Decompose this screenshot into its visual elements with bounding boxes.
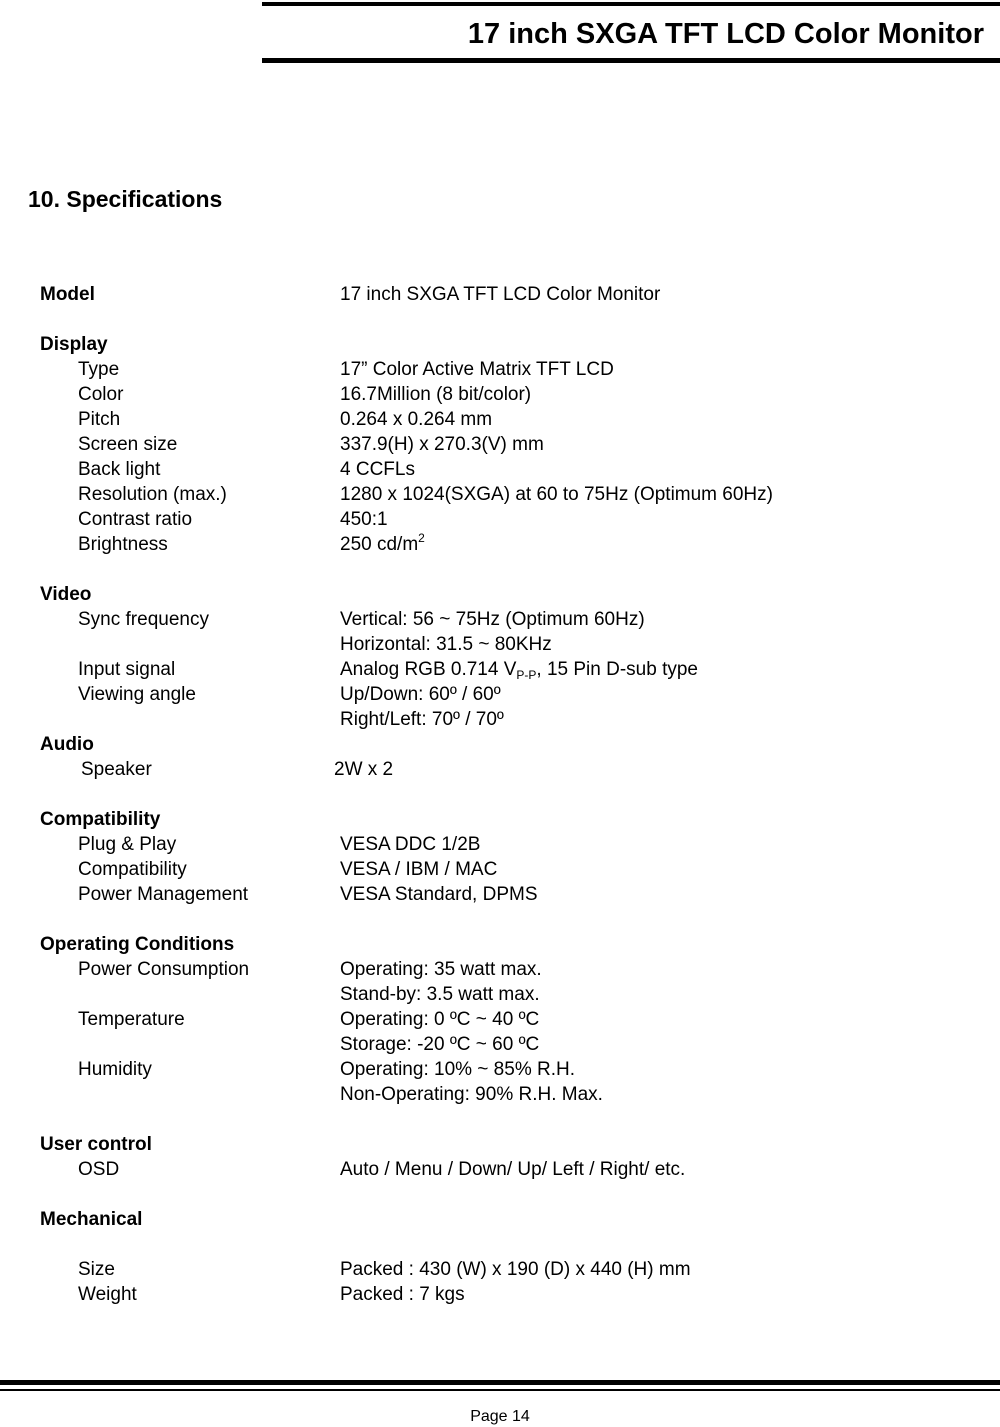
header-rule-top <box>262 2 1000 6</box>
display-contrast-label: Contrast ratio <box>78 509 193 530</box>
video-input-label: Input signal <box>78 659 176 680</box>
display-resolution-label: Resolution (max.) <box>78 484 227 505</box>
user-control-osd-value: Auto / Menu / Down/ Up/ Left / Right/ etc. <box>340 1159 686 1180</box>
mechanical-weight-label: Weight <box>78 1284 137 1305</box>
mechanical-size-value: Packed : 430 (W) x 190 (D) x 440 (H) mm <box>340 1259 691 1280</box>
footer-rule-thick <box>0 1380 1000 1385</box>
video-sync-horizontal: Horizontal: 31.5 ~ 80KHz <box>340 634 552 655</box>
mechanical-size-label: Size <box>78 1259 115 1280</box>
document-title: 17 inch SXGA TFT LCD Color Monitor <box>467 18 984 50</box>
operating-temperature-value1: Operating: 0 ºC ~ 40 ºC <box>340 1009 540 1030</box>
compat-plug-value: VESA DDC 1/2B <box>340 834 481 855</box>
mechanical-heading: Mechanical <box>40 1209 143 1230</box>
input-post: , 15 Pin D-sub type <box>536 659 698 680</box>
operating-power-label: Power Consumption <box>78 959 250 980</box>
user-control-heading: User control <box>40 1134 152 1155</box>
brightness-superscript: 2 <box>418 531 425 545</box>
display-brightness-value <box>340 531 425 555</box>
audio-speaker-value: 2W x 2 <box>334 759 394 780</box>
video-viewing-rightleft: Right/Left: 70º / 70º <box>340 709 504 730</box>
video-input-value <box>340 659 698 682</box>
input-pre: Analog RGB 0.714 V <box>340 659 517 680</box>
page-number: Page 14 <box>470 1408 530 1425</box>
display-color-value: 16.7Million (8 bit/color) <box>340 384 532 405</box>
display-screen-size-label: Screen size <box>78 434 178 455</box>
compat-power-mgmt-value: VESA Standard, DPMS <box>340 884 538 905</box>
brightness-number: 250 cd/m <box>340 534 419 555</box>
video-heading: Video <box>40 584 92 605</box>
video-sync-label: Sync frequency <box>78 609 209 630</box>
audio-speaker-label: Speaker <box>81 759 152 780</box>
audio-heading: Audio <box>40 734 94 755</box>
display-type-label: Type <box>78 359 120 380</box>
mechanical-weight-value: Packed : 7 kgs <box>340 1284 465 1305</box>
display-brightness-label: Brightness <box>78 534 168 555</box>
operating-humidity-label: Humidity <box>78 1059 152 1080</box>
display-back-light-value: 4 CCFLs <box>340 459 415 480</box>
operating-temperature-label: Temperature <box>78 1009 185 1030</box>
video-viewing-label: Viewing angle <box>78 684 196 705</box>
section-heading: 10. Specifications <box>28 186 223 212</box>
input-subscript: P-P <box>516 668 537 682</box>
compat-compat-value: VESA / IBM / MAC <box>340 859 498 880</box>
footer-rule-thin <box>0 1389 1000 1391</box>
compatibility-heading: Compatibility <box>40 809 161 830</box>
display-heading: Display <box>40 334 108 355</box>
operating-temperature-value2: Storage: -20 ºC ~ 60 ºC <box>340 1034 540 1055</box>
user-control-osd-label: OSD <box>78 1159 120 1180</box>
header-rule-bottom <box>262 58 1000 63</box>
display-pitch-value: 0.264 x 0.264 mm <box>340 409 493 430</box>
video-sync-vertical: Vertical: 56 ~ 75Hz (Optimum 60Hz) <box>340 609 645 630</box>
operating-humidity-value2: Non-Operating: 90% R.H. Max. <box>340 1084 603 1105</box>
display-color-label: Color <box>78 384 124 405</box>
compat-plug-label: Plug & Play <box>78 834 177 855</box>
operating-heading: Operating Conditions <box>40 934 235 955</box>
operating-power-value2: Stand-by: 3.5 watt max. <box>340 984 540 1005</box>
display-resolution-value: 1280 x 1024(SXGA) at 60 to 75Hz (Optimum 60Hz) <box>340 484 773 505</box>
operating-power-value1: Operating: 35 watt max. <box>340 959 542 980</box>
model-value: 17 inch SXGA TFT LCD Color Monitor <box>340 284 661 305</box>
compat-power-mgmt-label: Power Management <box>78 884 249 905</box>
display-pitch-label: Pitch <box>78 409 121 430</box>
operating-humidity-value1: Operating: 10% ~ 85% R.H. <box>340 1059 575 1080</box>
model-label: Model <box>40 284 95 305</box>
video-viewing-updown: Up/Down: 60º / 60º <box>340 684 501 705</box>
display-type-value: 17” Color Active Matrix TFT LCD <box>340 359 614 380</box>
display-back-light-label: Back light <box>78 459 161 480</box>
display-contrast-value: 450:1 <box>340 509 388 530</box>
display-screen-size-value: 337.9(H) x 270.3(V) mm <box>340 434 544 455</box>
compat-compat-label: Compatibility <box>78 859 187 880</box>
